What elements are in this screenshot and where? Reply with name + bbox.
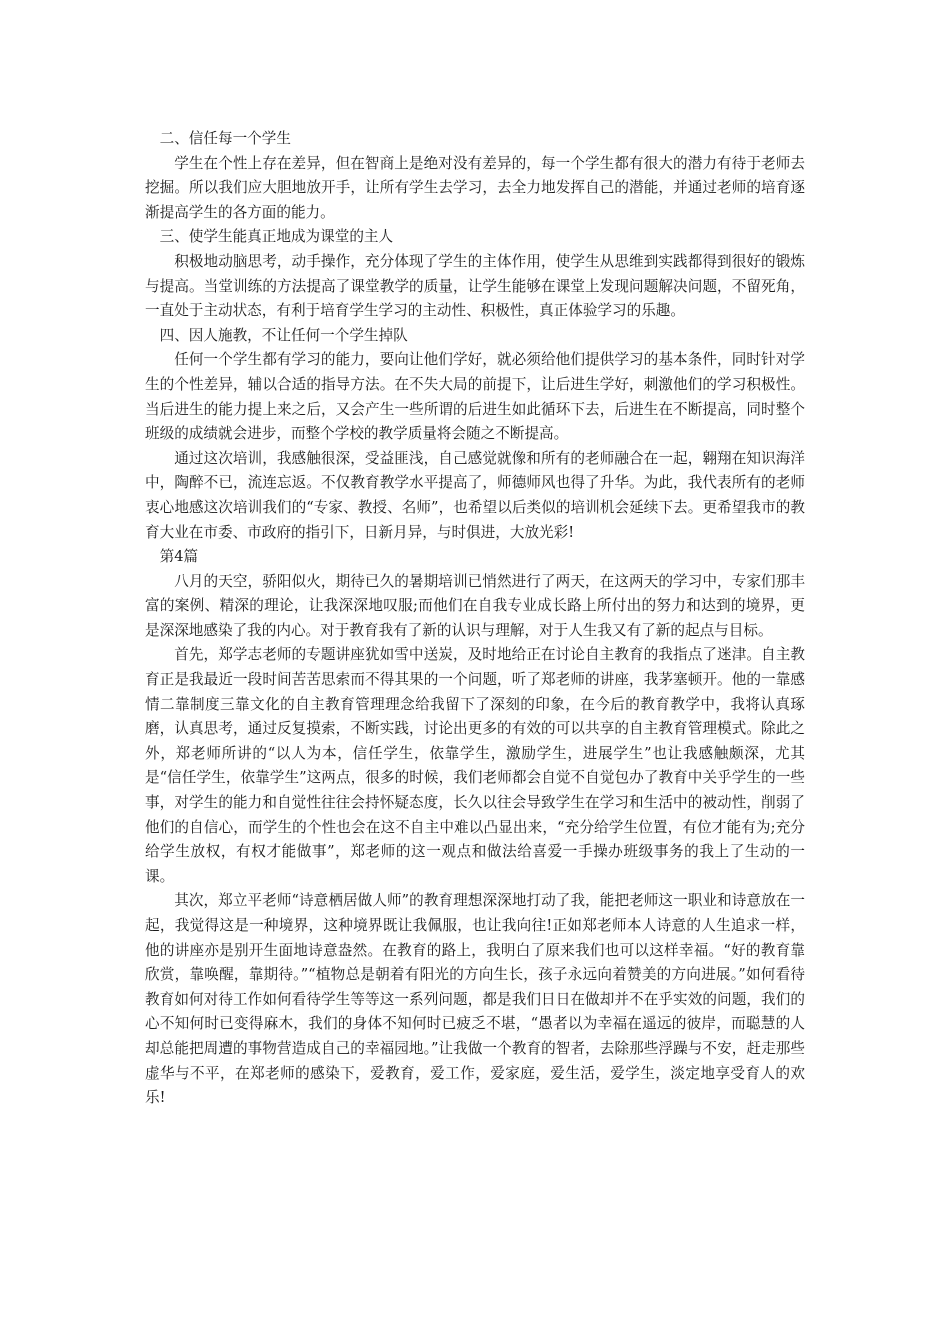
paragraph-zheng-liping-lecture: 其次，郑立平老师“诗意栖居做人师”的教育理想深深地打动了我，能把老师这一职业和诗意放在一起，我觉得这是一种境界，这种境界既让我佩服，也让我向往!正如郑老师本人诗意的人生追求一样，他的讲座亦是别开生面地诗意盎然。在教育的路上，我明白了原来我们也可以这样幸福。“好的教育靠欣赏，靠唤醒，靠期待。”“植物总是朝着有阳光的方向生长，孩子永远向着赞美的方向进展。”如何看待教育如何对待工作如何看待学生等等这一系列问题，都是我们日日在做却并不在乎实效的问题，我们的心不知何时已变得麻木，我们的身体不知何时已疲乏不堪，“愚者以为幸福在遥远的彼岸，而聪慧的人却总能把周遭的事物营造成自己的幸福园地。”让我做一个教育的智者，去除那些浮躁与不安，赶走那些虚华与不平，在郑老师的感染下，爱教育，爱工作，爱家庭，爱生活，爱学生，淡定地享受育人的欢乐! — [145, 892, 805, 1107]
paragraph-august-training: 八月的天空，骄阳似火，期待已久的暑期培训已悄然进行了两天，在这两天的学习中，专家们那丰富的案例、精深的理论，让我深深地叹服;而他们在自我专业成长路上所付出的努力和达到的境界，更是深深地感染了我的内心。对于教育我有了新的认识与理解，对于人生我又有了新的起点与目标。 — [145, 572, 805, 639]
paragraph-teach-by-aptitude: 任何一个学生都有学习的能力，要向让他们学好，就必须给他们提供学习的基本条件，同时针对学生的个性差异，辅以合适的指导方法。在不失大局的前提下，让后进生学好，刺激他们的学习积极性。当后进生的能力提上来之后，又会产生一些所谓的后进生如此循环下去，后进生在不断提高，同时整个班级的成绩就会进步，而整个学校的教学质量将会随之不断提高。 — [145, 351, 805, 443]
paragraph-students-as-masters: 积极地动脑思考，动手操作，充分体现了学生的主体作用，使学生从思维到实践都得到很好的锻炼与提高。当堂训练的方法提高了课堂教学的质量，让学生能够在课堂上发现问题解决问题，不留死角，一直处于主动状态，有利于培育学生学习的主动性、积极性，真正体验学习的乐趣。 — [145, 252, 805, 320]
paragraph-trust-every-student: 学生在个性上存在差异，但在智商上是绝对没有差异的，每一个学生都有很大的潜力有待于老师去挖掘。所以我们应大胆地放开手，让所有学生去学习，去全力地发挥自己的潜能，并通过老师的培育逐渐提高学生的各方面的能力。 — [145, 154, 805, 221]
heading-article-4: 第4篇 — [159, 548, 199, 566]
paragraph-zheng-xuezhi-lecture: 首先，郑学志老师的专题讲座犹如雪中送炭，及时地给正在讨论自主教育的我指点了迷津。自主教育正是我最近一段时间苦苦思索而不得其果的一个问题，听了郑老师的讲座，我茅塞顿开。他的一靠感情二靠制度三靠文化的自主教育管理理念给我留下了深刻的印象，在今后的教育教学中，我将认真琢磨，认真思考，通过反复摸索，不断实践，讨论出更多的有效的可以共享的自主教育管理模式。除此之外，郑老师所讲的“以人为本，信任学生，依靠学生，激励学生，进展学生”也让我感触颇深，尤其是“信任学生，依靠学生”这两点，很多的时候，我们老师都会自觉不自觉包办了教育中关乎学生的一些事，对学生的能力和自觉性往往会持怀疑态度，长久以往会导致学生在学习和生活中的被动性，削弱了他们的自信心，而学生的个性也会在这不自主中难以凸显出来，“充分给学生位置，有位才能有为;充分给学生放权，有权才能做事”，郑老师的这一观点和做法给喜爱一手操办班级事务的我上了生动的一课。 — [145, 646, 805, 885]
document-page — [145, 127, 805, 1111]
heading-teach-by-aptitude: 四、因人施教，不让任何一个学生掉队 — [159, 326, 408, 344]
heading-students-as-masters: 三、使学生能真正地成为课堂的主人 — [159, 228, 394, 246]
paragraph-training-conclusion: 通过这次培训，我感触很深，受益匪浅，自己感觉就像和所有的老师融合在一起，翱翔在知识海洋中，陶醉不已，流连忘返。不仅教育教学水平提高了，师德师风也得了升华。为此，我代表所有的老师衷心地感这次培训我们的“专家、教授、名师”，也希望以后类似的培训机会延续下去。更希望我市的教育大业在市委、市政府的指引下，日新月异，与时俱进，大放光彩! — [145, 449, 805, 541]
heading-trust-every-student: 二、信任每一个学生 — [159, 130, 291, 147]
